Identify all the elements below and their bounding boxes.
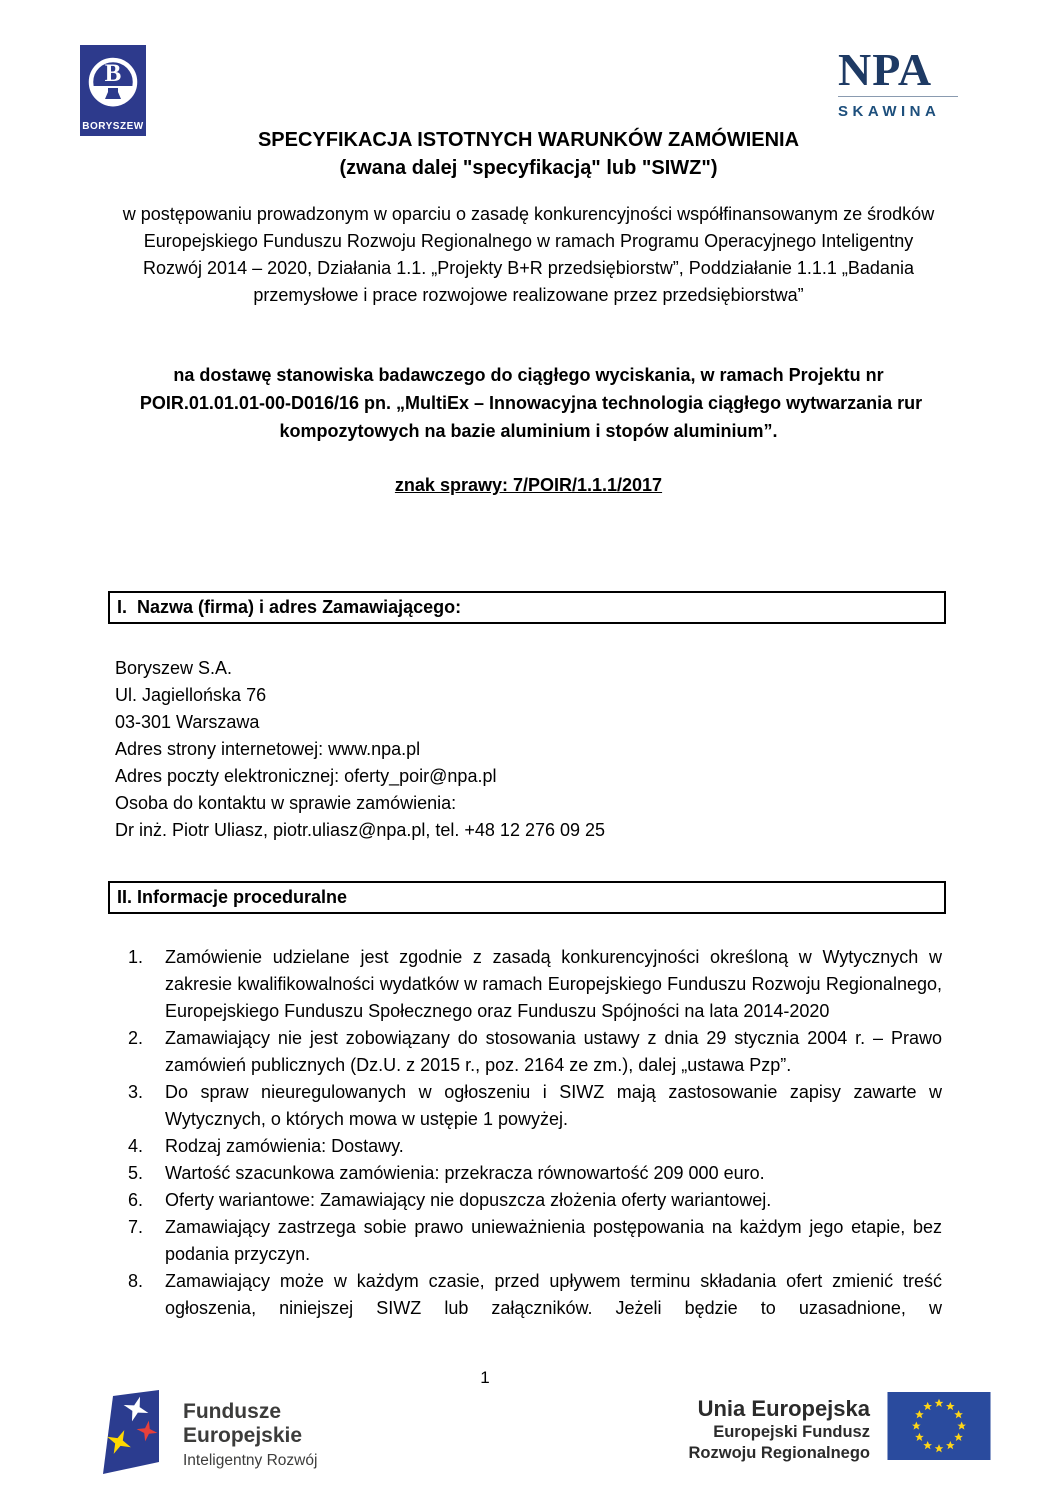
fundusze-europejskie-flag-icon — [95, 1388, 169, 1478]
page-number: 1 — [480, 1368, 490, 1387]
eu-text-line2: Europejski Fundusz — [713, 1423, 870, 1441]
document-title-line2: (zwana dalej "specyfikacją" lub "SIWZ") — [339, 157, 718, 179]
procedure-intro-paragraph: w postępowaniu prowadzonym w oparciu o zasadę konkurencyjności współfinansowanym ze środków Europejskiego Funduszu Rozwoju Regionalnego w ramach Programu Operacyjnego Inteligentny Rozwój 2014 – 2020, Działania 1.1. „Projekty B+R przedsiębiorstw”, Poddziałanie 1.1.1 „Badania przemysłowe i prace rozwojowe realizowane przez przedsiębiorstwa” — [122, 204, 935, 305]
address-line: Osoba do kontaktu w sprawie zamówienia: — [115, 793, 457, 813]
order-subject-paragraph: na dostawę stanowiska badawczego do ciągłego wyciskania, w ramach Projektu nr POIR.01.01.01-00-D016/16 pn. „MultiEx – Innowacyjna technologia ciągłego wytwarzania rur kompozytowych na bazie aluminium i stopów aluminium”. — [134, 365, 923, 441]
unia-europejska-text — [689, 1392, 871, 1464]
npa-wordmark: NPA — [838, 44, 933, 95]
list-item: Zamawiający może w każdym czasie, przed upływem terminu składania ofert zmienić treść ogłoszenia, niniejszej SIWZ lub załączników. Jeżeli będzie to uzasadnione, w — [165, 1271, 942, 1318]
fundusze-europejskie-text — [183, 1388, 317, 1472]
npa-skawina-label: SKAWINA — [838, 103, 941, 120]
boryszew-wordmark: BORYSZEW — [82, 121, 144, 132]
list-item: Zamawiający nie jest zobowiązany do stosowania ustawy z dnia 29 stycznia 2004 r. – Prawo zamówień publicznych (Dz.U. z 2015 r., poz. 2164 ze zm.), dalej „ustawa Pzp”. — [165, 1028, 942, 1075]
address-line: Adres strony internetowej: www.npa.pl — [115, 739, 421, 759]
contracting-authority-address — [115, 655, 942, 844]
section-2-heading: II. Informacje proceduralne — [108, 881, 946, 914]
eu-text-line1: Unia Europejska — [697, 1396, 870, 1421]
address-line: 03-301 Warszawa — [115, 712, 260, 732]
address-line: Dr inż. Piotr Uliasz, piotr.uliasz@npa.pl, tel. +48 12 276 09 25 — [115, 820, 606, 840]
list-item: Wartość szacunkowa zamówienia: przekracza równowartość 209 000 euro. — [165, 1163, 765, 1183]
fe-text-line1: Fundusze — [183, 1400, 281, 1423]
fe-text-line2: Europejskie — [183, 1424, 303, 1447]
list-item: Zamawiający zastrzega sobie prawo unieważnienia postępowania na każdym jego etapie, bez podania przyczyn. — [165, 1217, 942, 1264]
unia-europejska-logo — [689, 1392, 993, 1465]
list-item: Do spraw nieuregulowanych w ogłoszeniu i SIWZ mają zastosowanie zapisy zawarte w Wytycznych, o których mowa w ustępie 1 powyżej. — [165, 1082, 942, 1129]
list-item: Rodzaj zamówienia: Dostawy. — [165, 1136, 404, 1156]
case-number: znak sprawy: 7/POIR/1.1.1/2017 — [394, 475, 663, 495]
document-title-line1: SPECYFIKACJA ISTOTNYCH WARUNKÓW ZAMÓWIENIA — [257, 129, 800, 151]
eu-flag-wrap — [886, 1392, 992, 1465]
procedural-info-list — [115, 944, 942, 1322]
document-title — [115, 126, 942, 182]
eu-text-line3: Rozwoju Regionalnego — [688, 1444, 870, 1462]
fundusze-europejskie-logo — [95, 1388, 317, 1478]
list-item: Zamówienie udzielane jest zgodnie z zasadą konkurencyjności określoną w Wytycznych w zakresie kwalifikowalności wydatków w ramach Europejskiego Funduszu Rozwoju Regionalnego, Europejskiego Funduszu Społecznego oraz Funduszu Spójności na lata 2014-2020 — [165, 947, 942, 1021]
list-item: Oferty wariantowe: Zamawiający nie dopuszcza złożenia oferty wariantowej. — [165, 1190, 772, 1210]
section-1-heading: I. Nazwa (firma) i adres Zamawiającego: — [108, 591, 946, 624]
address-line: Ul. Jagiellońska 76 — [115, 685, 267, 705]
address-line: Boryszew S.A. — [115, 658, 233, 678]
fe-text-line3: Inteligentny Rozwój — [183, 1452, 318, 1469]
eu-flag-icon — [886, 1392, 992, 1460]
address-line: Adres poczty elektronicznej: oferty_poir@npa.pl — [115, 766, 497, 786]
document-content — [115, 0, 942, 1322]
boryszew-monogram: B — [104, 60, 122, 87]
